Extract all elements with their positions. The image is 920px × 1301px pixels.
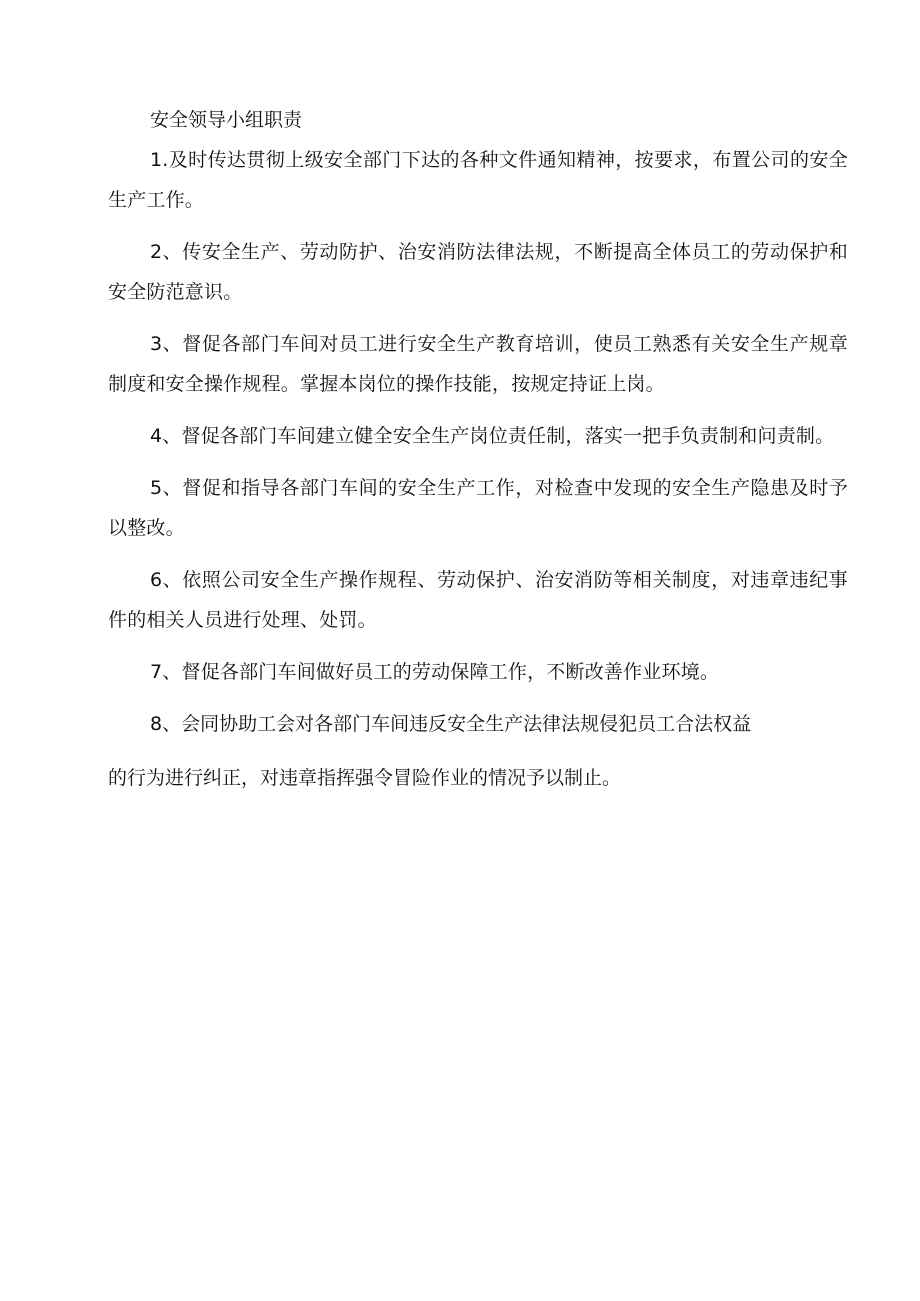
document-body <box>108 100 848 798</box>
duty-paragraph-6: 6、依照公司安全生产操作规程、劳动保护、治安消防等相关制度，对违章违纪事件的相关人员进行处理、处罚。 <box>108 569 848 631</box>
duty-paragraph-7: 7、督促各部门车间做好员工的劳动保障工作，不断改善作业环境。 <box>150 661 720 683</box>
duty-paragraph-1: 1.及时传达贯彻上级安全部门下达的各种文件通知精神，按要求，布置公司的安全生产工作。 <box>108 149 848 211</box>
duty-paragraph-8-line-2: 的行为进行纠正，对违章指挥强令冒险作业的情况予以制止。 <box>108 767 622 789</box>
duty-paragraph-8-line-1: 8、会同协助工会对各部门车间违反安全生产法律法规侵犯员工合法权益 <box>150 713 752 735</box>
document-title: 安全领导小组职责 <box>150 109 303 131</box>
duty-paragraph-2: 2、传安全生产、劳动防护、治安消防法律法规，不断提高全体员工的劳动保护和安全防范意识。 <box>108 241 848 303</box>
duty-paragraph-3: 3、督促各部门车间对员工进行安全生产教育培训，使员工熟悉有关安全生产规章制度和安全操作规程。掌握本岗位的操作技能，按规定持证上岗。 <box>108 333 848 395</box>
duty-paragraph-4: 4、督促各部门车间建立健全安全生产岗位责任制，落实一把手负责制和问责制。 <box>150 425 835 447</box>
duty-paragraph-5: 5、督促和指导各部门车间的安全生产工作，对检查中发现的安全生产隐患及时予以整改。 <box>108 477 848 539</box>
